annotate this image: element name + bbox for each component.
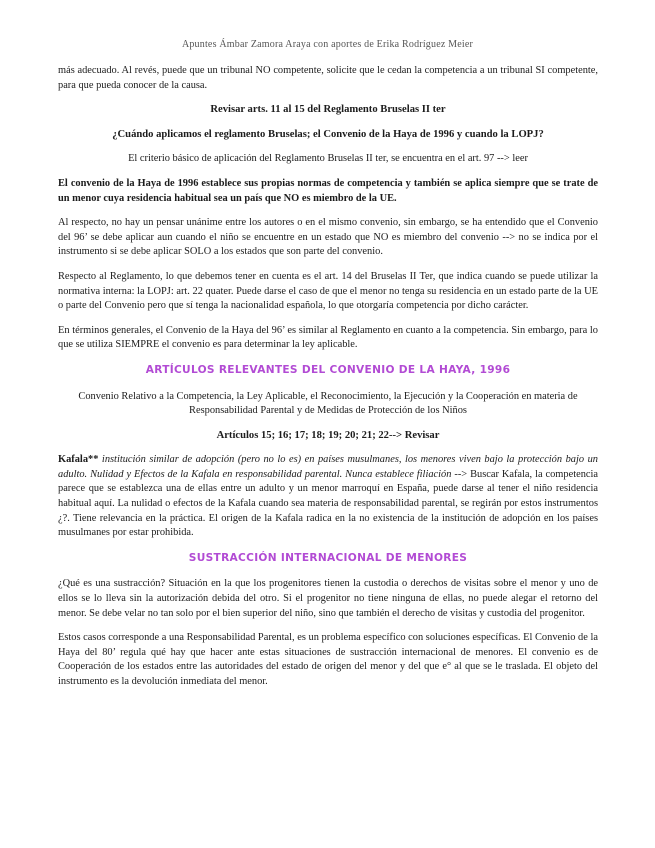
kafala-definition: institución similar de adopción (pero no lo es) en países musulmanes, los menores viven bajo la protección bajo un adulto. Nulidad y Efectos de la Kafala en responsabilidad parental. Nunca establece filiación — [58, 454, 598, 480]
paragraph-convenio-relativo: Convenio Relativo a la Competencia, la Ley Aplicable, el Reconocimiento, la Ejecución y la Cooperación en materia de Responsabilidad Parental y de Medidas de Protección de los Niños — [78, 390, 578, 417]
paragraph-respecto-reglamento: Respecto al Reglamento, lo que debemos tener en cuenta es el art. 14 del Bruselas II Ter, que indica cuando se puede utilizar la normativa interna: la LOPJ: art. 22 quater. Puede darse el caso de que el menor no tenga su residencia en un estado parte de la UE o parte del Convenio pero que sí tenga la nacionalidad española, lo que otorgaría competencia por dicho carácter. — [58, 270, 598, 312]
section-heading-articulos-relevantes: ARTÍCULOS RELEVANTES DEL CONVENIO DE LA HAYA, 1996 — [145, 363, 511, 376]
running-header: Apuntes Ámbar Zamora Araya con aportes de Erika Rodríguez Meier — [181, 39, 474, 50]
paragraph-convenio-haya-bold: El convenio de la Haya de 1996 establece sus propias normas de competencia y también se aplica siempre que se trate de un menor cuya residencia habitual sea un país que NO es miembro de la UE. — [58, 177, 598, 204]
paragraph-criterio: El criterio básico de aplicación del Reglamento Bruselas II ter, se encuentra en el art. 97 --> leer — [128, 153, 528, 165]
heading-revisar-arts: Revisar arts. 11 al 15 del Reglamento Bruselas II ter — [210, 104, 446, 116]
heading-cuando-aplicamos: ¿Cuándo aplicamos el reglamento Bruselas; el Convenio de la Haya de 1996 y cuando la LOPJ? — [112, 128, 544, 140]
paragraph-intro: más adecuado. Al revés, puede que un tribunal NO competente, solicite que le cedan la competencia a un tribunal SI competente, para que pueda conocer de la causa. — [58, 65, 598, 91]
kafala-rest: --> Buscar Kafala, la competencia parece que se establezca una de ellas entre un adulto y un menor marroquí en España, puede darse al tener el niño residencia habitual aquí. La nulidad o efectos de la Kafala cuando sea materia de responsabilidad parental, se regirán por estos instrumentos ¿?. Tiene relevancia en la práctica. El origen de la Kafala radica en la no existencia de la institución de adopción en los países musulmanes por estar prohibida. — [58, 468, 598, 539]
page-content — [58, 64, 598, 700]
heading-articulos-list: Artículos 15; 16; 17; 18; 19; 20; 21; 22--> Revisar — [216, 429, 440, 441]
paragraph-kafala — [58, 453, 598, 541]
kafala-term: Kafala** — [58, 454, 99, 466]
paragraph-respecto-autores: Al respecto, no hay un pensar unánime entre los autores o en el mismo convenio, sin embargo, se ha entendido que el Convenio del 96’ se debe aplicar aun cuando el niño se encuentre en un estado que NO es miembro del convenio --> no se indica por el instrumento si se debe aplicar SOLO a los estados que son parte del convenio. — [58, 217, 598, 258]
section-heading-sustraccion: SUSTRACCIÓN INTERNACIONAL DE MENORES — [188, 551, 468, 564]
paragraph-terminos-generales: En términos generales, el Convenio de la Haya del 96’ es similar al Reglamento en cuanto a la competencia. Sin embargo, para lo que se utiliza SIEMPRE el convenio es para determinar la ley aplicable. — [58, 324, 598, 351]
paragraph-que-es-sustraccion: ¿Qué es una sustracción? Situación en la que los progenitores tienen la custodia o derechos de visitas sobre el menor y uno de ellos se lo lleva sin la autorización debida del otro. Si el progenitor no tiene ninguna de ellas, no puede alegar el retorno del menor. Se debe velar no tan solo por el bien superior del niño, sino que también el derecho de visitas y custodia del progenitor. — [58, 578, 598, 619]
paragraph-estos-casos: Estos casos corresponde a una Responsabilidad Parental, es un problema específico con soluciones específicas. El Convenio de la Haya del 80’ regula qué hay que hacer ante estas situaciones de sustracción internacional de menores. El convenio es de Cooperación de los estados entre las autoridades del estado de origen del menor y del que e° al que se le traslada. El objeto del instrumento es la devolución inmediata del menor. — [58, 632, 598, 687]
